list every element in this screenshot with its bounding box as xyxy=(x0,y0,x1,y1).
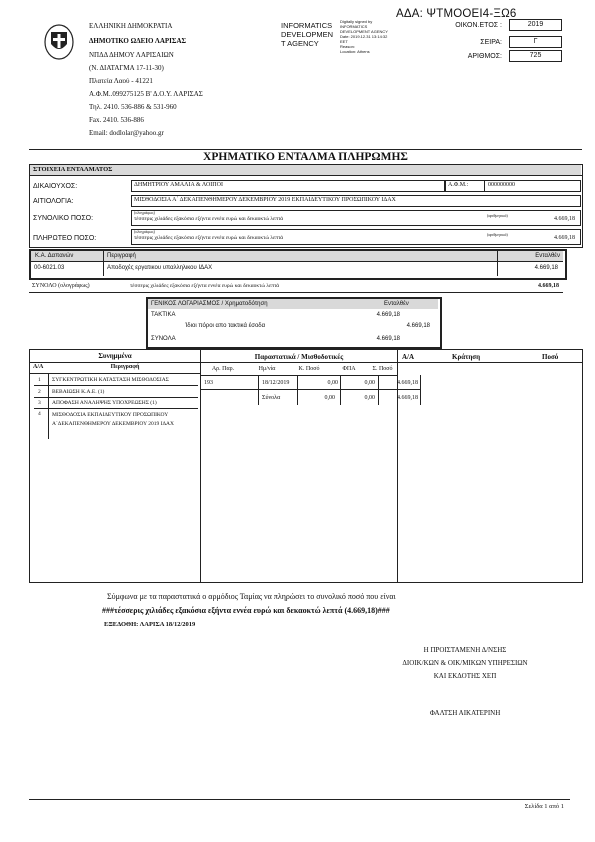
agency-sig-6: Reason: xyxy=(340,44,355,49)
attachment-2-text: ΒΕΒΑΙΩΣΗ Κ.Α.Ε. (1) xyxy=(52,389,105,395)
receipts-col-divider-3 xyxy=(340,375,341,405)
ada-code: ΑΔΑ: ΨΤΜΟΟΕΙ4-ΞΩ6 xyxy=(396,8,517,20)
issuer-email: Email: dodlolar@yahoo.gr xyxy=(89,129,164,137)
receipts-rule-2 xyxy=(200,375,397,376)
receipts-col-sposo: Σ. Ποσό xyxy=(372,366,393,372)
receipts-col-divider-2 xyxy=(297,375,298,405)
arithmos-label: ΑΡΙΘΜΟΣ: xyxy=(467,53,502,60)
footer-amount-words: ###τέσσερις χιλιάδες εξακόσια εξήντα εννέα ευρώ και δεκαοκτώ λεπτά (4.669,18)### xyxy=(102,606,390,615)
attachments-rule-5 xyxy=(34,408,198,409)
receipts-col-ar: Αρ. Παρ. xyxy=(211,366,235,372)
attachment-2-num: 2 xyxy=(38,389,41,395)
receipt-row-kposo: 0,00 xyxy=(327,380,338,386)
page-title: ΧΡΗΜΑΤΙΚΟ ΕΝΤΑΛΜΑ ΠΛΗΡΩΜΗΣ xyxy=(203,151,408,163)
title-rule-top xyxy=(29,149,582,150)
deductions-col-name: Κράτηση xyxy=(452,353,481,361)
synoliko-words-small: (ολογράφως) xyxy=(134,210,155,215)
deductions-col-aa: Α/Α xyxy=(402,353,415,361)
attachments-col-desc: Περιγραφή xyxy=(110,364,140,370)
receipts-rule-1 xyxy=(200,362,397,363)
details-header-bg xyxy=(30,165,581,175)
aitiologia-label: ΑΙΤΙΟΛΟΓΙΑ: xyxy=(33,198,74,205)
seira-label: ΣΕΙΡΑ: xyxy=(480,39,502,46)
synoliko-num: 4.669,18 xyxy=(554,216,575,222)
sign-title-3: ΚΑΙ ΕΚΔΟΤΗΣ ΧΕΠ xyxy=(433,672,497,680)
receipts-col-date: Ημ/νία xyxy=(258,366,276,372)
receipt-row-sposo: 4.669,18 xyxy=(397,380,418,386)
agency-sig-7: Location: Athens xyxy=(340,49,370,54)
ledger-col-account: ΓΕΝΙΚΟΣ ΛΟΓΑΡΙΑΣΜΟΣ / Χρηματοδότηση xyxy=(151,301,268,307)
synoliko-words: τέσσερις χιλιάδες εξακόσια εξήντα εννέα ευρώ και δεκαοκτώ λεπτά xyxy=(134,216,284,222)
attachments-rule-1 xyxy=(29,362,201,363)
receipts-header: Παραστατικά / Μισθοδοτικές xyxy=(254,353,344,361)
footer-sentence: Σύμφωνα με τα παραστατικά ο αρμόδιος Ταμίας να πληρώσει το συνολικό ποσό που είναι xyxy=(107,592,396,601)
pliroteo-words: τέσσερις χιλιάδες εξακόσια εξήντα εννέα ευρώ και δεκαοκτώ λεπτά xyxy=(134,235,284,241)
receipts-col-divider-1 xyxy=(258,375,259,405)
details-header: ΣΤΟΙΧΕΙΑ ΕΝΤΑΛΜΑΤΟΣ xyxy=(33,166,113,173)
attachments-rule-2 xyxy=(29,373,201,374)
kae-col-desc: Περιγραφή xyxy=(107,253,136,259)
attachment-1-text: ΣΥΓΚΕΝΤΡΩΤΙΚΗ ΚΑΤΑΣΤΑΣΗ ΜΙΣΘΟΔΟΣΙΑΣ xyxy=(52,377,169,383)
signer-name: ΦΑΛΤΣΗ ΑΙΚΑΤΕΡΙΝΗ xyxy=(429,709,501,717)
agency-line-3: T AGENCY xyxy=(281,39,319,48)
receipt-row-ar: 193 xyxy=(204,380,213,386)
kae-total-label: ΣΥΝΟΛΟ (ολογράφως) xyxy=(32,283,90,289)
receipts-total-fpa: 0,00 xyxy=(364,395,375,401)
agency-sig-4: Date: 2019.12.31 13:14:32 xyxy=(340,34,388,39)
attachment-1-num: 1 xyxy=(38,377,41,383)
attachment-4-num: 4 xyxy=(38,411,41,417)
issuer-line-4: (Ν. ΔΙΑΤΑΓΜΑ 17-11-30) xyxy=(89,64,164,72)
kae-total-num: 4.669,18 xyxy=(538,283,559,289)
kae-col-code: Κ.Α. Δαπανών xyxy=(35,253,74,259)
attachment-4-text: ΜΙΣΘΟΔΟΣΙΑ ΕΚΠΑΙΔΕΥΤΙΚΟΥ ΠΡΟΣΩΠΙΚΟΥ Α΄ΔΕΚΑΠΕΝΘΗΜΕΡΟΥ ΔΕΚΕΜΒΡΙΟΥ 2019 ΙΔΑΧ xyxy=(52,412,174,427)
kae-col-divider-1 xyxy=(103,251,104,276)
issuer-line-2: ΔΗΜΟΤΙΚΟ ΩΔΕΙΟ ΛΑΡΙΣΑΣ xyxy=(89,37,187,45)
agency-sig-2: INFORMATICS xyxy=(340,24,368,29)
kae-row-desc: Αποδοχές εργατικου υπαλληλικου ΙΔΑΧ xyxy=(107,265,213,271)
kae-col-divider-2 xyxy=(497,251,498,276)
issuer-line-7: Τηλ. 2410. 536-886 & 531-960 xyxy=(89,103,177,111)
ledger-total-value: 4.669,18 xyxy=(376,336,400,342)
ledger-row1-value: 4.669,18 xyxy=(376,312,400,318)
attachments-rule-3 xyxy=(34,385,198,386)
oikon-etos-value: 2019 xyxy=(509,19,562,31)
deductions-rule xyxy=(397,362,582,363)
kae-row-code: 00-6021.03 xyxy=(34,265,65,271)
arithmos-value: 725 xyxy=(509,50,562,62)
ledger-row2-value: 4.669,18 xyxy=(406,323,430,329)
sign-title-2: ΔΙΟΙΚ/ΚΩΝ & ΟΙΚ/ΜΙΚΩΝ ΥΠΗΡΕΣΙΩΝ xyxy=(402,659,528,667)
pliroteo-label: ΠΛΗΡΩΤΕΟ ΠΟΣΟ: xyxy=(33,235,97,242)
deductions-col-amount: Ποσό xyxy=(542,353,559,361)
panel-divider-1 xyxy=(200,349,201,583)
attachment-3-num: 3 xyxy=(38,400,41,406)
afm-label: Α.Φ.Μ.: xyxy=(448,182,469,188)
footer-issued: ΕΞΕΔΟΘΗ: ΛΑΡΙΣΑ 18/12/2019 xyxy=(104,621,196,628)
details-rule-1 xyxy=(29,175,582,176)
dikaiouxos-value: ΔΗΜΗΤΡΙΟΥ ΑΜΑΛΙΑ & ΛΟΙΠΟΙ xyxy=(134,182,223,188)
issuer-line-1: ΕΛΛΗΝΙΚΗ ΔΗΜΟΚΡΑΤΙΑ xyxy=(89,22,173,30)
agency-line-2: DEVELOPMEN xyxy=(281,30,334,39)
issuer-line-3: ΝΠΔΔ ΔΗΜΟΥ ΛΑΡΙΣΑΙΩΝ xyxy=(89,51,174,59)
attachments-header: Συνημμένα xyxy=(98,352,132,360)
agency-sig-1: Digitally signed by xyxy=(340,19,373,24)
pliroteo-num-small: (αριθμητικά) xyxy=(487,232,508,237)
agency-sig-5: EET xyxy=(340,39,348,44)
issuer-line-6: Α.Φ.Μ..099275125 Β' Δ.Ο.Υ. ΛΑΡΙΣΑΣ xyxy=(89,90,203,98)
page-number: Σελίδα 1 από 1 xyxy=(524,803,564,810)
attachments-col-aa: Α/Α xyxy=(33,364,44,370)
receipts-col-fpa: ΦΠΑ xyxy=(342,366,356,372)
attachment-3-text: ΑΠΟΦΑΣΗ ΑΝΑΛΗΨΗΣ ΥΠΟΧΡΕΩΣΗΣ (1) xyxy=(52,400,157,406)
synoliko-label: ΣΥΝΟΛΙΚΟ ΠΟΣΟ: xyxy=(33,215,94,222)
oikon-etos-label: ΟΙΚΟΝ.ΕΤΟΣ : xyxy=(455,22,502,29)
kae-total-rule xyxy=(29,292,563,293)
kae-col-amount: Ενταλθέν xyxy=(535,253,560,259)
attachments-rule-4 xyxy=(34,397,198,398)
ledger-total-label: ΣΥΝΟΛΑ xyxy=(151,336,176,342)
receipt-row-date: 18/12/2019 xyxy=(262,380,290,386)
kae-total-words: τέσσερις χιλιάδες εξακόσια εξήντα εννέα ευρώ και δεκαοκτώ λεπτά xyxy=(130,283,280,289)
kae-row-amount: 4.669,18 xyxy=(534,265,558,271)
pliroteo-words-small: (ολογράφως) xyxy=(134,229,155,234)
afm-divider xyxy=(484,180,485,192)
seira-value: Γ xyxy=(509,36,562,48)
receipts-col-kposo: Κ. Ποσό xyxy=(298,366,320,372)
receipts-total-label: Σύνολα xyxy=(262,395,281,401)
ledger-col-amount: Ενταλθέν xyxy=(384,301,409,307)
sign-title-1: Η ΠΡΟΙΣΤΑΜΕΝΗ Δ/ΝΣΗΣ xyxy=(423,646,507,654)
synoliko-num-small: (αριθμητικά) xyxy=(487,213,508,218)
ledger-row1-label: ΤΑΚΤΙΚΑ xyxy=(151,312,176,318)
dikaiouxos-label: ΔΙΚΑΙΟΥΧΟΣ: xyxy=(33,183,78,190)
kae-header-rule xyxy=(31,261,563,262)
pliroteo-num: 4.669,18 xyxy=(554,235,575,241)
aitiologia-value: ΜΙΣΘΟΔΟΣΙΑ Α΄ ΔΕΚΑΠΕΝΘΗΜΕΡΟΥ ΔΕΚΕΜΒΡΙΟΥ 2019 ΕΚΠΑΙΔΕΥΤΙΚΟΥ ΠΡΟΣΩΠΙΚΟΥ ΙΔΑΧ xyxy=(134,197,396,203)
issuer-line-5: Πλατεία Λαού - 41221 xyxy=(89,77,153,85)
receipts-col-divider-5 xyxy=(420,375,421,405)
receipt-row-fpa: 0,00 xyxy=(364,380,375,386)
receipts-total-kposo: 0,00 xyxy=(324,395,335,401)
page-footer-rule xyxy=(29,799,570,800)
attachments-col-divider xyxy=(48,373,49,439)
receipts-total-sposo: 4.669,18 xyxy=(397,395,418,401)
ledger-row2-label: Ίδιοι πόροι απο τακτικά έσοδα xyxy=(185,323,266,329)
receipts-col-divider-4 xyxy=(378,375,379,405)
issuer-line-8: Fax. 2410. 536-886 xyxy=(89,116,144,124)
receipts-rule-3 xyxy=(200,389,420,390)
agency-line-1: INFORMATICS xyxy=(281,21,333,30)
coat-of-arms-icon xyxy=(44,24,74,60)
agency-sig-3: DEVELOPMENT AGENCY xyxy=(340,29,388,34)
afm-value: 000000000 xyxy=(488,182,515,188)
